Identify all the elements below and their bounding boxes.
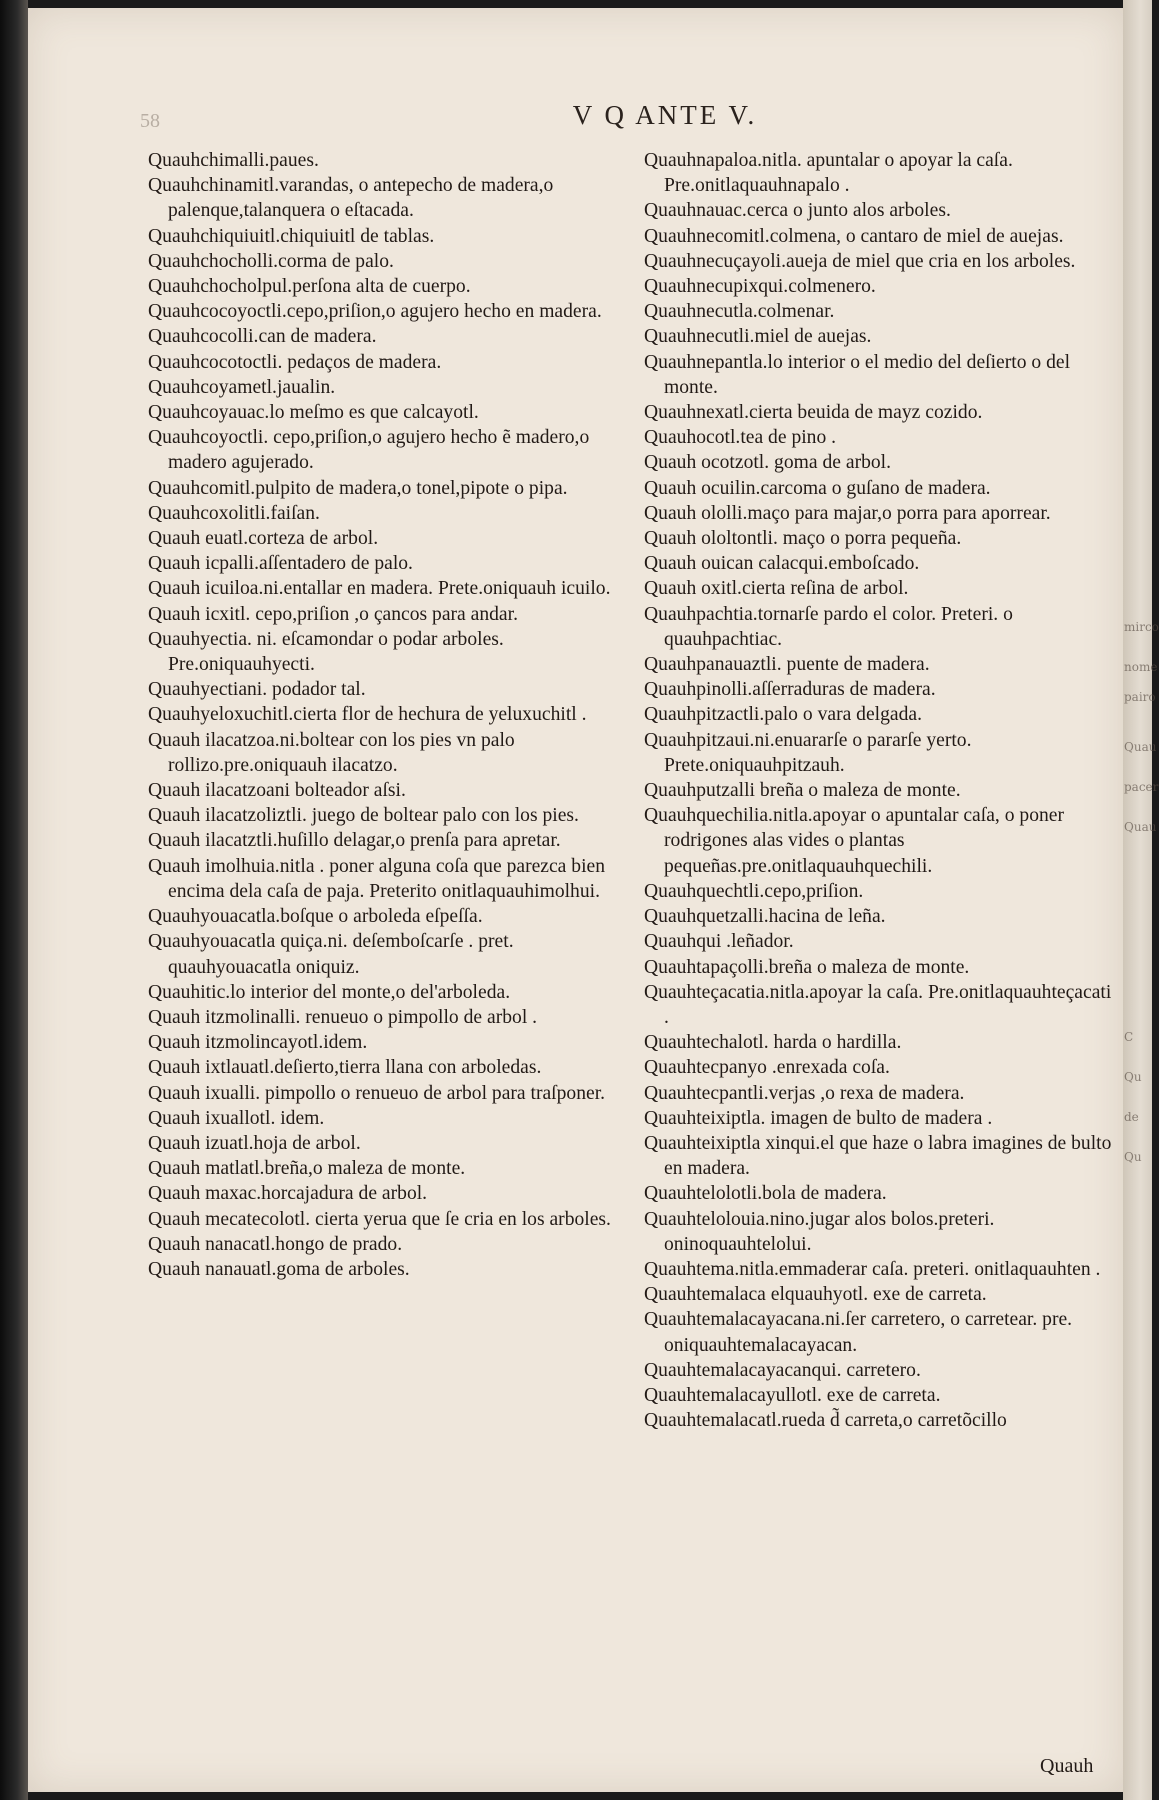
dictionary-entry: Quauh ouican calacqui.emboſcado. — [644, 553, 920, 575]
dictionary-entry: Quauhcomitl.pulpito de madera,o tonel,pipote o pipa. — [148, 477, 568, 499]
dictionary-entry: Quauhcoyoctli. cepo,priſion,o agujero hecho ẽ madero,o madero agujerado. — [148, 427, 590, 474]
dictionary-entry: Quauh izuatl.hoja de arbol. — [148, 1132, 361, 1154]
dictionary-entry: Quauhchiquiuitl.chiquiuitl de tablas. — [148, 225, 435, 247]
dictionary-entry: Quauh ixualli. pimpollo o renueuo de arbol para traſponer. — [148, 1082, 606, 1104]
catchword: Quauh — [1040, 1755, 1094, 1777]
strip-word: nome — [1124, 660, 1158, 674]
dictionary-entry: Quauhnecupixqui.colmenero. — [644, 276, 876, 298]
dictionary-entry: Quauhtema.nitla.emmaderar caſa. preteri. onitlaquauhten . — [644, 1258, 1101, 1280]
strip-word: Qu — [1124, 1150, 1142, 1164]
dictionary-entry: Quauhtechalotl. harda o hardilla. — [644, 1032, 902, 1054]
dictionary-entry: Quauhquechtli.cepo,priſion. — [644, 880, 864, 902]
dictionary-entry: Quauhpachtia.tornarſe pardo el color. Preteri. o quauhpachtiac. — [644, 603, 1013, 650]
strip-word: Qu — [1124, 1070, 1142, 1084]
running-headline: V Q ANTE V. — [572, 100, 758, 130]
dictionary-entry: Quauhchocholpul.perſona alta de cuerpo. — [148, 276, 471, 298]
dictionary-entry: Quauh icuiloa.ni.entallar en madera. Prete.oniquauh icuilo. — [148, 578, 611, 600]
dictionary-entry: Quauhtemalaca elquauhyotl. exe de carreta. — [644, 1284, 987, 1306]
dictionary-entry: Quauhtemalacatl.rueda d̃ carreta,o carretõcillo — [644, 1410, 1007, 1432]
dictionary-entry: Quauhyeloxuchitl.cierta flor de hechura de yeluxuchitl . — [148, 704, 587, 726]
dictionary-entry: Quauh ixtlauatl.deſierto,tierra llana con arboledas. — [148, 1057, 542, 1079]
dictionary-entry: Quauhnepantla.lo interior o el medio del deſierto o del monte. — [644, 351, 1071, 398]
dictionary-entry: Quauhquechilia.nitla.apoyar o apuntalar caſa, o poner rodrigones alas vides o plantas pequeñas.pre.onitlaquauhquechili. — [644, 805, 1065, 877]
dictionary-entry: Quauh ocuilin.carcoma o guſano de madera. — [644, 477, 991, 499]
strip-word: pacer — [1124, 780, 1159, 794]
dictionary-entry: Quauhpitzactli.palo o vara delgada. — [644, 704, 923, 726]
dictionary-entry: Quauhchimalli.paues. — [148, 150, 319, 171]
strip-word: de — [1124, 1110, 1139, 1124]
dictionary-entry: Quauhcoxolitli.faiſan. — [148, 502, 320, 524]
dictionary-entry: Quauhchinamitl.varandas, o antepecho de madera,o palenque,talanquera o eſtacada. — [148, 175, 554, 222]
strip-word: Quau — [1124, 820, 1157, 834]
dictionary-entry: Quauh ilacatzoani bolteador aſsi. — [148, 780, 406, 802]
strip-word: pairo — [1124, 690, 1156, 704]
dictionary-entry: Quauhtemalacayacana.ni.ſer carretero, o carretear. pre. oniquauhtemalacayacan. — [644, 1309, 1073, 1356]
dictionary-entry: Quauh imolhuia.nitla . poner alguna coſa que parezca bien encima dela caſa de paja. Preterito onitlaquauhimolhui. — [148, 855, 606, 902]
dictionary-entry: Quauhnecutli.miel de auejas. — [644, 326, 872, 348]
dictionary-entry: Quauh mecatecolotl. cierta yerua que ſe cria en los arboles. — [148, 1208, 611, 1230]
dictionary-entry: Quauhnecomitl.colmena, o cantaro de miel de auejas. — [644, 225, 1064, 247]
left-column — [148, 148, 616, 1282]
dictionary-entry: Quauh oxitl.cierta reſina de arbol. — [644, 578, 909, 600]
dictionary-entry: Quauh ilacatzoliztli. juego de boltear palo con los pies. — [148, 805, 579, 827]
dictionary-entry: Quauh icxitl. cepo,priſion ,o çancos para andar. — [148, 603, 518, 625]
dictionary-entry: Quauh maxac.horcajadura de arbol. — [148, 1183, 428, 1205]
dictionary-entry: Quauhcoyametl.jaualin. — [148, 376, 336, 398]
dictionary-entry: Quauhcocolli.can de madera. — [148, 326, 377, 348]
dictionary-entry: Quauhtelolouia.nino.jugar alos bolos.preteri. oninoquauhtelolui. — [644, 1208, 995, 1255]
dictionary-entry: Quauhteixiptla xinqui.el que haze o labra imagines de bulto en madera. — [644, 1132, 1112, 1180]
dictionary-entry: Quauh ololtontli. maço o porra pequeña. — [644, 528, 962, 550]
dictionary-entry: Quauhpinolli.aſſerraduras de madera. — [644, 679, 936, 701]
strip-word: C — [1124, 1030, 1134, 1044]
dictionary-entry: Quauhchocholli.corma de palo. — [148, 250, 394, 272]
dictionary-entry: Quauh matlatl.breña,o maleza de monte. — [148, 1158, 466, 1180]
left-binding-edge — [0, 0, 28, 1800]
dictionary-entry: Quauh icpalli.aſſentadero de palo. — [148, 553, 413, 575]
dictionary-entry: Quauhteixiptla. imagen de bulto de madera . — [644, 1107, 993, 1129]
dictionary-entry: Quauhcocoyoctli.cepo,priſion,o agujero hecho en madera. — [148, 301, 602, 323]
dictionary-entry: Quauh ixuallotl. idem. — [148, 1107, 325, 1129]
dictionary-entry: Quauhcocotoctli. pedaços de madera. — [148, 351, 442, 373]
dictionary-entry: Quauhocotl.tea de pino . — [644, 427, 837, 449]
dictionary-entry: Quauh nanacatl.hongo de prado. — [148, 1233, 403, 1255]
dictionary-entry: Quauhpanauaztli. puente de madera. — [644, 654, 930, 676]
dictionary-entry: Quauhqui .leñador. — [644, 931, 794, 953]
dictionary-entry: Quauhyouacatla quiça.ni. deſemboſcarſe . pret. quauhyouacatla oniquiz. — [148, 931, 514, 978]
dictionary-entry: Quauhtecpantli.verjas ,o rexa de madera. — [644, 1082, 965, 1104]
right-column — [644, 148, 1114, 1433]
dictionary-entry: Quauhyectiani. podador tal. — [148, 679, 366, 701]
faded-page-number: 58 — [140, 110, 160, 132]
dictionary-entry: Quauhitic.lo interior del monte,o del'arboleda. — [148, 981, 511, 1003]
dictionary-entry: Quauh itzmolinalli. renueuo o pimpollo de arbol . — [148, 1006, 538, 1028]
dictionary-entry: Quauhcoyauac.lo meſmo es que calcayotl. — [148, 402, 479, 424]
strip-word: Quau — [1124, 740, 1157, 754]
dictionary-entry: Quauhyouacatla.boſque o arboleda eſpeſſa. — [148, 906, 483, 928]
dictionary-entry: Quauhnauac.cerca o junto alos arboles. — [644, 200, 951, 222]
dictionary-entry: Quauhnexatl.cierta beuida de mayz cozido. — [644, 402, 983, 424]
dictionary-entry: Quauhtelolotli.bola de madera. — [644, 1183, 887, 1205]
dictionary-entry: Quauhtemalacayullotl. exe de carreta. — [644, 1384, 941, 1406]
dictionary-entry: Quauhteçacatia.nitla.apoyar la caſa. Pre.onitlaquauhteçacati . — [644, 981, 1112, 1028]
dictionary-entry: Quauhtemalacayacanqui. carretero. — [644, 1359, 921, 1381]
dictionary-entry: Quauh euatl.corteza de arbol. — [148, 528, 379, 550]
dictionary-entry: Quauhnecuçayoli.aueja de miel que cria en los arboles. — [644, 250, 1076, 272]
dictionary-entry: Quauhtecpanyo .enrexada coſa. — [644, 1057, 890, 1079]
dictionary-entry: Quauhyectia. ni. eſcamondar o podar arboles. Pre.oniquauhyecti. — [148, 628, 504, 676]
dictionary-entry: Quauh ololli.maço para majar,o porra para aporrear. — [644, 502, 1051, 524]
dictionary-entry: Quauhnecutla.colmenar. — [644, 301, 835, 323]
adjacent-page-strip — [1123, 0, 1159, 1800]
dictionary-entry: Quauh ilacatztli.huſillo delagar,o prenſa para apretar. — [148, 830, 561, 852]
dictionary-entry: Quauh ocotzotl. goma de arbol. — [644, 452, 892, 474]
dictionary-entry: Quauhputzalli breña o maleza de monte. — [644, 780, 961, 802]
dictionary-entry: Quauh itzmolincayotl.idem. — [148, 1032, 368, 1054]
dictionary-entry: Quauhpitzaui.ni.enuararſe o pararſe yerto. Prete.oniquauhpitzauh. — [644, 729, 972, 776]
dictionary-entry: Quauh ilacatzoa.ni.boltear con los pies vn palo rollizo.pre.oniquauh ilacatzo. — [148, 729, 515, 776]
dictionary-entry: Quauhnapaloa.nitla. apuntalar o apoyar la caſa. Pre.onitlaquauhnapalo . — [644, 150, 1013, 197]
strip-word: mirco — [1124, 620, 1159, 634]
dictionary-entry: Quauh nanauatl.goma de arboles. — [148, 1258, 410, 1280]
dictionary-entry: Quauhquetzalli.hacina de leña. — [644, 906, 886, 928]
dictionary-entry: Quauhtapaçolli.breña o maleza de monte. — [644, 956, 970, 978]
